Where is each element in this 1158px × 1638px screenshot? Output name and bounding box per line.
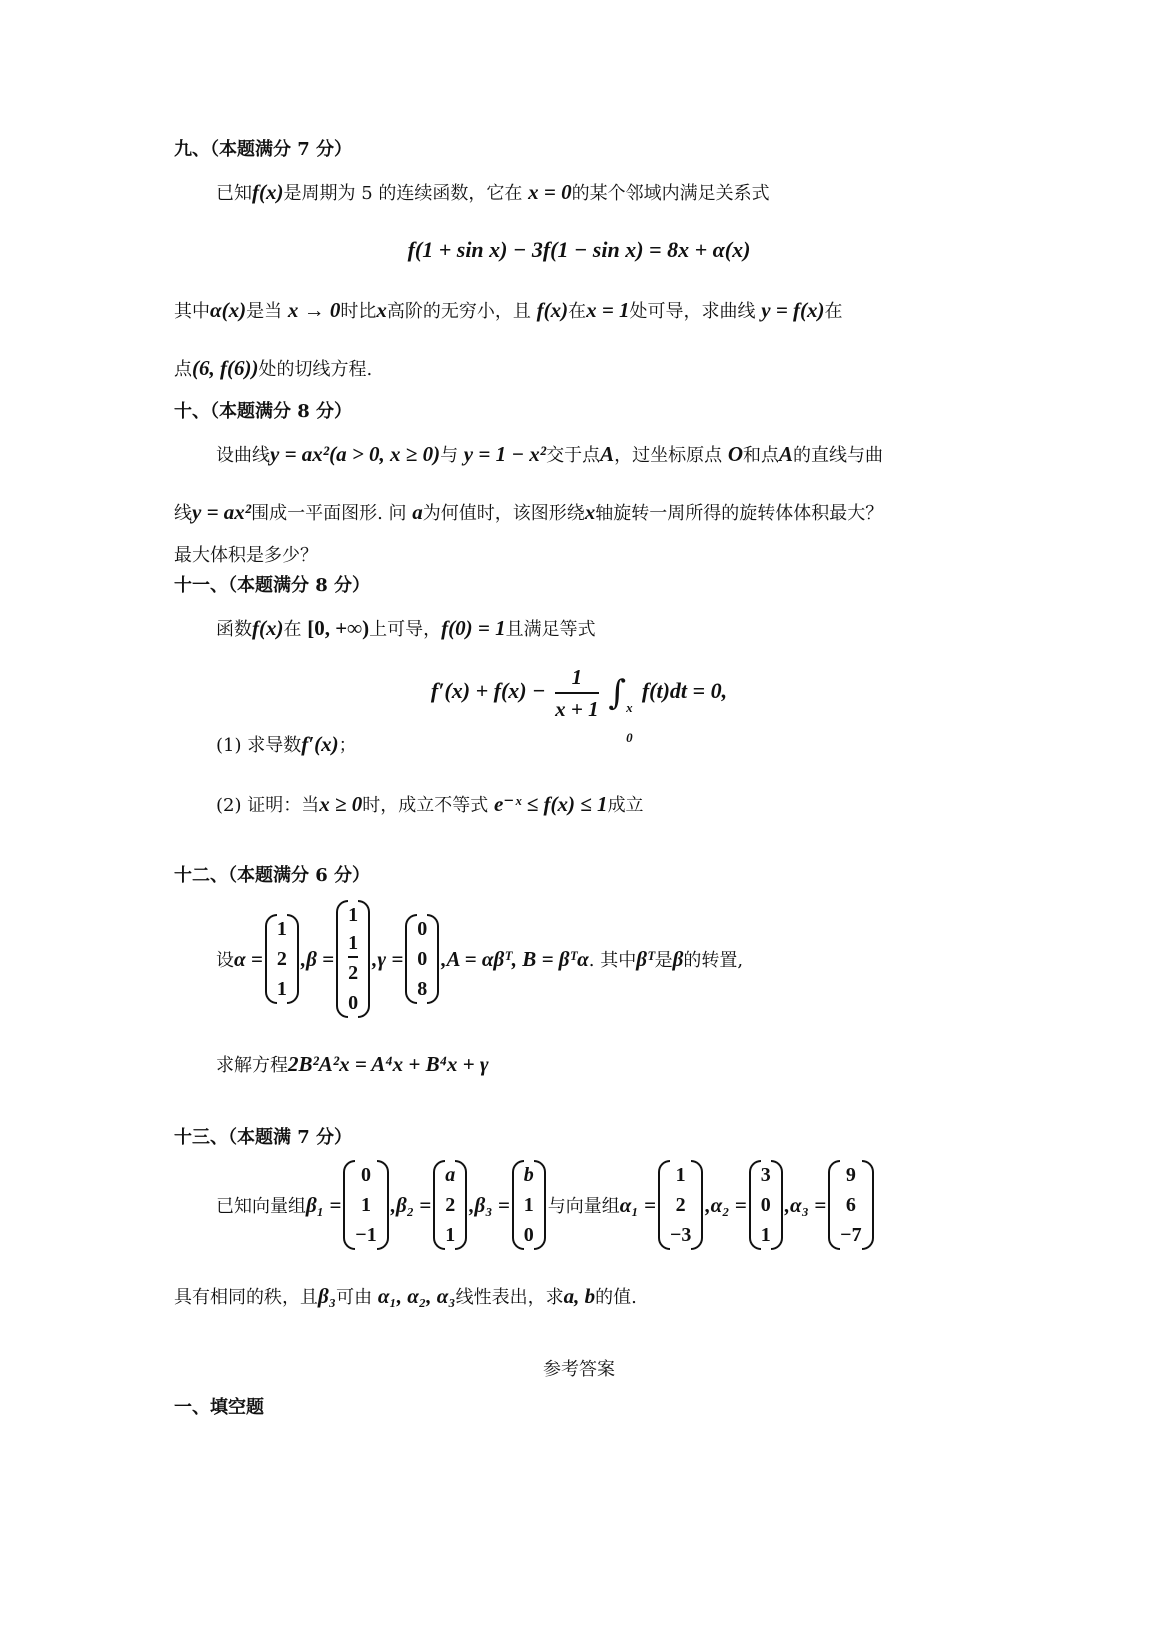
vector-entry: 1 <box>445 1224 456 1246</box>
q11-part1: (1) 求导数f′(x)； <box>216 732 357 756</box>
vector-alpha <box>265 914 299 1004</box>
vector-entry: 3 <box>760 1164 771 1186</box>
vector-entry: 1 <box>276 918 287 940</box>
vector-beta3 <box>512 1160 546 1250</box>
vector-entry: 0 <box>417 918 428 940</box>
q13-line2: 具有相同的秩，且β₃可由 α₁, α₂, α₃线性表出，求a, b的值. <box>174 1284 637 1308</box>
vector-beta1 <box>343 1160 388 1250</box>
vector-entry: 1 <box>760 1224 771 1246</box>
vector-entry: 0 <box>523 1224 534 1246</box>
vector-entry: 1 <box>523 1194 534 1216</box>
q11-line1: 函数f(x)在 [0, +∞)上可导，f(0) = 1且满足等式 <box>216 616 596 640</box>
vector-entry: 9 <box>845 1164 856 1186</box>
vector-entry: 0 <box>361 1164 371 1186</box>
vector-entry: −3 <box>669 1224 692 1246</box>
q12-vectors: 设 α = 1 2 1 ,β = 1 1 2 0 ,γ = 0 0 8 ,A = αβᵀ, B = βᵀα . 其中 βᵀ 是 β 的转置, <box>216 900 743 1018</box>
vector-entry: −7 <box>840 1224 862 1246</box>
vector-alpha3 <box>828 1160 873 1250</box>
vector-alpha1 <box>658 1160 703 1250</box>
q10-title: 十、（本题满分 8 分） <box>174 401 353 422</box>
vector-entry: b <box>523 1164 534 1186</box>
q10-line3: 最大体积是多少？ <box>174 545 318 566</box>
q9-line2: 其中α(x)是当 x → 0时比x高阶的无穷小，且 f(x)在x = 1处可导，求曲线 y = f(x)在 <box>174 298 843 322</box>
vector-entry: 0 <box>348 992 359 1014</box>
answers-heading: 参考答案 <box>543 1359 615 1380</box>
vector-entry: 1 <box>276 978 287 1000</box>
q9-line3: 点(6, f(6))处的切线方程. <box>174 356 373 380</box>
q9-title: 九、（本题满分 7 分） <box>174 139 353 160</box>
q12-solve: 求解方程2B²A²x = A⁴x + B⁴x + γ <box>216 1052 489 1076</box>
q13-vectors: 已知向量组 β₁ = 0 1 −1 ,β₂ = a 2 1 ,β₃ = b 1 0 与向量组 α₁ = 1 2 −3 ,α₂ = 3 0 1 ,α₃ = 9 6 −7 <box>216 1160 876 1250</box>
q10-line2: 线y = ax²围成一平面图形. 问 a为何值时，该图形绕x轴旋转一周所得的旋转体体积最大？ <box>174 500 884 524</box>
vector-entry: 1 <box>361 1194 371 1216</box>
vector-entry: 2 <box>445 1194 456 1216</box>
q11-title: 十一、（本题满分 8 分） <box>174 575 371 596</box>
q11-equation: f′(x) + f(x) − $\frac{1}{x + 1}$ ∫ x 0 f(t)dt = 0, <box>0 656 1158 728</box>
q9-equation: f(1 + sin x) − 3f(1 − sin x) = 8x + α(x) <box>407 237 751 262</box>
vector-entry: 0 <box>760 1194 771 1216</box>
vector-entry: 1 <box>675 1164 686 1186</box>
vector-entry: 6 <box>845 1194 856 1216</box>
vector-entry: 1 <box>348 904 359 926</box>
vector-gamma <box>405 914 439 1004</box>
vector-entry: a <box>445 1164 456 1186</box>
q9-line1: 已知f(x)是周期为 5 的连续函数，它在 x = 0的某个邻域内满足关系式 <box>216 180 770 204</box>
vector-entry: 2 <box>348 962 359 984</box>
vector-entry: −1 <box>355 1224 377 1246</box>
q10-line1: 设曲线y = ax²(a > 0, x ≥ 0)与 y = 1 − x²交于点A，过坐标原点 O和点A的直线与曲 <box>216 442 884 466</box>
q13-title: 十三、（本题满 7 分） <box>174 1127 353 1148</box>
vector-entry: 2 <box>276 948 287 970</box>
answers-subheading: 一、填空题 <box>174 1397 264 1418</box>
vector-alpha2 <box>749 1160 783 1250</box>
vector-entry: 8 <box>417 978 428 1000</box>
vector-beta2 <box>433 1160 467 1250</box>
q12-title: 十二、（本题满分 6 分） <box>174 865 371 886</box>
vector-entry: 0 <box>417 948 428 970</box>
vector-beta <box>336 900 370 1018</box>
q11-part2: (2) 证明：当x ≥ 0时，成立不等式 e⁻ˣ ≤ f(x) ≤ 1成立 <box>216 792 644 816</box>
vector-entry: 2 <box>675 1194 686 1216</box>
fraction: $\frac{1}{x + 1}$ <box>555 662 598 724</box>
vector-entry: 1 <box>348 930 358 958</box>
